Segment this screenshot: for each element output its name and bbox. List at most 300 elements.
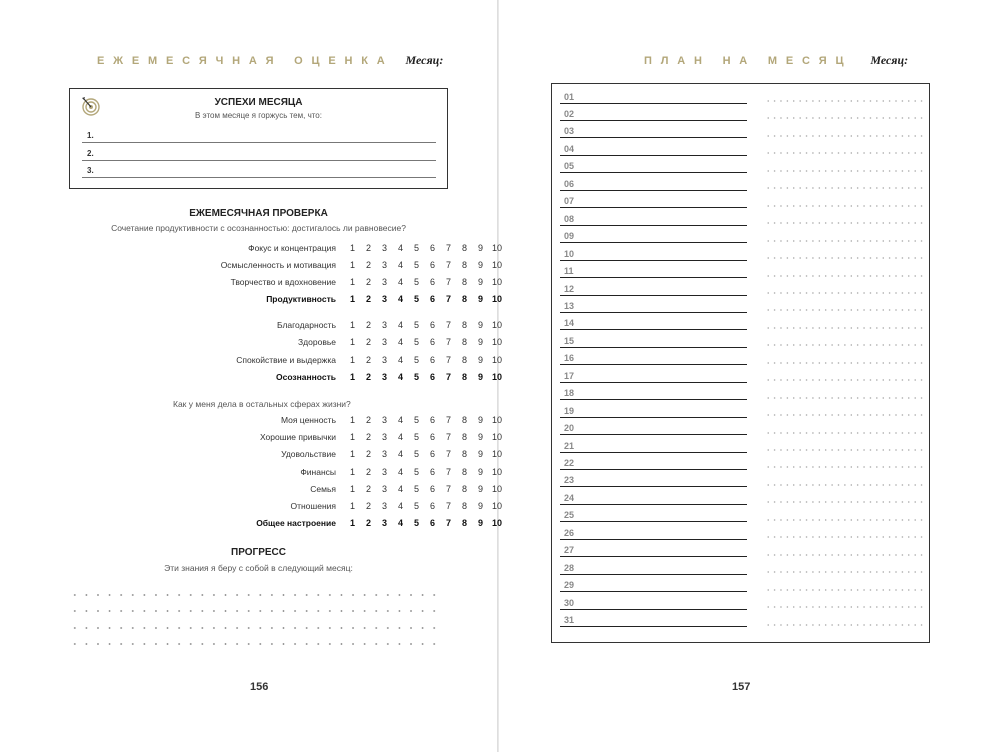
rating-option[interactable]: 1	[350, 294, 356, 304]
plan-notes-line[interactable]	[765, 484, 925, 486]
rating-option[interactable]: 2	[366, 277, 372, 287]
rating-option[interactable]: 4	[398, 260, 404, 270]
plan-notes-line[interactable]	[765, 571, 925, 573]
rating-option[interactable]: 6	[430, 337, 436, 348]
plan-day-row[interactable]	[560, 261, 747, 279]
rating-option[interactable]: 3	[382, 501, 388, 511]
rating-option[interactable]: 4	[398, 320, 404, 330]
rating-option[interactable]: 9	[478, 371, 484, 382]
rating-option[interactable]: 9	[478, 320, 484, 330]
monthly-check-subtitle: Сочетание продуктивности с осознанностью: достигалось ли равновесие?	[111, 223, 406, 233]
rating-option[interactable]: 7	[446, 371, 452, 382]
right-page-header	[644, 53, 908, 68]
plan-day-row[interactable]	[560, 103, 747, 121]
plan-day-row[interactable]	[560, 418, 747, 436]
plan-notes-line[interactable]	[765, 519, 925, 521]
rating-option[interactable]: 7	[446, 294, 452, 304]
rating-option[interactable]: 4	[398, 371, 404, 382]
rating-option[interactable]: 8	[462, 260, 468, 270]
plan-day-row[interactable]	[560, 557, 747, 575]
successes-subtitle: В этом месяце я горжусь тем, что:	[195, 111, 322, 120]
rating-row	[69, 499, 503, 513]
rating-row	[69, 370, 503, 384]
rating-option[interactable]: 5	[414, 518, 420, 529]
plan-day-number: 02	[564, 109, 575, 120]
plan-day-number: 17	[564, 370, 575, 381]
plan-notes-line[interactable]	[765, 309, 925, 311]
rating-option[interactable]: 10	[492, 483, 503, 494]
plan-day-row[interactable]	[560, 138, 747, 156]
rating-row	[69, 258, 503, 272]
plan-day-row[interactable]	[560, 121, 747, 139]
rating-option[interactable]: 3	[382, 243, 388, 253]
plan-day-number: 19	[564, 405, 575, 416]
plan-notes-line[interactable]	[765, 170, 925, 172]
rating-option[interactable]: 7	[446, 466, 452, 477]
rating-label: Осознанность	[276, 371, 336, 382]
rating-option[interactable]: 7	[446, 432, 452, 443]
rating-option[interactable]: 5	[414, 320, 420, 330]
rating-option[interactable]: 5	[414, 432, 420, 443]
plan-day-number: 07	[564, 196, 575, 207]
rating-option[interactable]: 2	[366, 294, 372, 304]
plan-notes-line[interactable]	[765, 432, 925, 434]
rating-option[interactable]: 6	[430, 483, 436, 494]
rating-option[interactable]: 9	[478, 466, 484, 477]
plan-day-number: 15	[564, 335, 575, 346]
rating-option[interactable]: 1	[350, 320, 356, 330]
rating-option[interactable]: 4	[398, 466, 404, 477]
rating-option[interactable]: 3	[382, 466, 388, 477]
plan-day-number: 04	[564, 143, 575, 154]
rating-option[interactable]: 4	[398, 483, 404, 494]
rating-option[interactable]: 9	[478, 354, 484, 365]
plan-day-row[interactable]	[560, 348, 747, 366]
rating-option[interactable]: 8	[462, 466, 468, 477]
plan-notes-line[interactable]	[765, 589, 925, 591]
rating-row	[69, 465, 503, 479]
plan-day-number: 08	[564, 213, 575, 224]
rating-option[interactable]: 5	[414, 243, 420, 253]
plan-day-number: 29	[564, 580, 575, 591]
plan-day-number: 20	[564, 423, 575, 434]
rating-option[interactable]: 1	[350, 260, 356, 270]
rating-option[interactable]: 1	[350, 449, 356, 460]
rating-option[interactable]: 9	[478, 483, 484, 494]
plan-day-row[interactable]	[560, 575, 747, 593]
rating-option[interactable]: 6	[430, 294, 436, 304]
rating-option[interactable]: 5	[414, 415, 420, 425]
progress-line-1[interactable]	[69, 594, 440, 596]
rating-row	[69, 241, 503, 255]
rating-label: Продуктивность	[266, 294, 336, 304]
rating-option[interactable]: 5	[414, 466, 420, 477]
rating-option[interactable]: 8	[462, 354, 468, 365]
plan-day-row[interactable]	[560, 313, 747, 331]
plan-notes-line[interactable]	[765, 344, 925, 346]
rating-option[interactable]: 4	[398, 354, 404, 365]
rating-option[interactable]: 1	[350, 371, 356, 382]
progress-line-2[interactable]	[69, 610, 440, 612]
rating-option[interactable]: 6	[430, 449, 436, 460]
monthly-check-title: ЕЖЕМЕСЯЧНАЯ ПРОВЕРКА	[189, 208, 328, 219]
rating-option[interactable]: 1	[350, 501, 356, 511]
rating-row	[69, 482, 503, 496]
month-plan-title: ПЛАН НА МЕСЯЦ	[644, 55, 853, 67]
rating-option[interactable]: 8	[462, 518, 468, 529]
rating-option[interactable]: 4	[398, 518, 404, 529]
rating-option[interactable]: 10	[492, 466, 503, 477]
rating-option[interactable]: 8	[462, 320, 468, 330]
rating-row	[69, 430, 503, 444]
rating-option[interactable]: 8	[462, 294, 468, 304]
plan-notes-line[interactable]	[765, 606, 925, 608]
plan-day-number: 06	[564, 178, 575, 189]
plan-day-number: 28	[564, 562, 575, 573]
rating-option[interactable]: 9	[478, 294, 484, 304]
rating-option[interactable]: 4	[398, 449, 404, 460]
rating-option[interactable]: 7	[446, 277, 452, 287]
rating-option[interactable]: 5	[414, 260, 420, 270]
rating-option[interactable]: 2	[366, 518, 372, 529]
rating-option[interactable]: 1	[350, 337, 356, 348]
rating-option[interactable]: 5	[414, 277, 420, 287]
plan-day-row[interactable]	[560, 330, 747, 348]
plan-day-number: 11	[564, 266, 574, 277]
rating-option[interactable]: 2	[366, 432, 372, 443]
plan-day-row[interactable]	[560, 191, 747, 209]
rating-option[interactable]: 2	[366, 354, 372, 365]
rating-option[interactable]: 6	[430, 432, 436, 443]
plan-notes-line[interactable]	[765, 152, 925, 154]
rating-option[interactable]: 8	[462, 432, 468, 443]
rating-option[interactable]: 2	[366, 415, 372, 425]
rating-label: Осмысленность и мотивация	[220, 260, 336, 270]
plan-notes-line[interactable]	[765, 536, 925, 538]
plan-notes-line[interactable]	[765, 501, 925, 503]
rating-option[interactable]: 10	[492, 501, 503, 511]
rating-label: Творчество и вдохновение	[230, 277, 336, 287]
rating-option[interactable]: 2	[366, 466, 372, 477]
rating-option[interactable]: 10	[492, 277, 503, 287]
rating-row	[69, 353, 503, 367]
rating-label: Отношения	[290, 501, 336, 511]
success-line-3[interactable]	[82, 161, 436, 178]
rating-option[interactable]: 3	[382, 354, 388, 365]
plan-day-number: 30	[564, 597, 575, 608]
rating-option[interactable]: 9	[478, 415, 484, 425]
rating-option[interactable]: 3	[382, 415, 388, 425]
plan-day-number: 09	[564, 231, 575, 242]
rating-option[interactable]: 9	[478, 449, 484, 460]
plan-notes-line[interactable]	[765, 100, 925, 102]
rating-option[interactable]: 10	[492, 320, 503, 330]
rating-label: Спокойствие и выдержка	[236, 354, 336, 365]
left-page-header	[97, 53, 443, 68]
rating-option[interactable]: 8	[462, 483, 468, 494]
rating-option[interactable]: 5	[414, 294, 420, 304]
rating-option[interactable]: 5	[414, 483, 420, 494]
rating-row	[69, 292, 503, 306]
rating-option[interactable]: 4	[398, 415, 404, 425]
rating-option[interactable]: 3	[382, 320, 388, 330]
progress-line-3[interactable]	[69, 627, 440, 629]
plan-day-number: 27	[564, 545, 575, 556]
plan-day-number: 01	[564, 91, 575, 102]
plan-notes-line[interactable]	[765, 275, 925, 277]
plan-notes-line[interactable]	[765, 257, 925, 259]
rating-option[interactable]: 10	[492, 354, 503, 365]
rating-option[interactable]: 5	[414, 354, 420, 365]
rating-label: Общее настроение	[256, 518, 336, 529]
rating-option[interactable]: 3	[382, 449, 388, 460]
life-areas-question: Как у меня дела в остальных сферах жизни?	[173, 399, 351, 409]
plan-day-row[interactable]	[560, 156, 747, 174]
rating-label: Удовольствие	[281, 449, 336, 460]
right-page-number: 157	[732, 681, 751, 693]
plan-day-row[interactable]	[560, 540, 747, 558]
plan-day-number: 16	[564, 353, 575, 364]
plan-notes-line[interactable]	[765, 624, 925, 626]
rating-option[interactable]: 7	[446, 354, 452, 365]
plan-notes-line[interactable]	[765, 135, 925, 137]
plan-notes-line[interactable]	[765, 117, 925, 119]
rating-label: Здоровье	[298, 337, 336, 348]
rating-option[interactable]: 2	[366, 320, 372, 330]
rating-option[interactable]: 7	[446, 483, 452, 494]
rating-option[interactable]: 1	[350, 415, 356, 425]
plan-notes-line[interactable]	[765, 240, 925, 242]
plan-day-row[interactable]	[560, 208, 747, 226]
plan-notes-line[interactable]	[765, 292, 925, 294]
rating-option[interactable]: 10	[492, 449, 503, 460]
rating-option[interactable]: 2	[366, 483, 372, 494]
plan-notes-line[interactable]	[765, 466, 925, 468]
rating-option[interactable]: 8	[462, 501, 468, 511]
rating-option[interactable]: 8	[462, 449, 468, 460]
rating-option[interactable]: 10	[492, 518, 503, 529]
rating-option[interactable]: 3	[382, 277, 388, 287]
rating-option[interactable]: 5	[414, 449, 420, 460]
plan-day-row[interactable]	[560, 86, 747, 104]
rating-option[interactable]: 1	[350, 518, 356, 529]
rating-option[interactable]: 3	[382, 483, 388, 494]
rating-row	[69, 318, 503, 332]
rating-option[interactable]: 6	[430, 501, 436, 511]
success-line-number: 1.	[87, 131, 94, 140]
rating-label: Моя ценность	[280, 415, 336, 425]
plan-day-row[interactable]	[560, 173, 747, 191]
rating-option[interactable]: 9	[478, 518, 484, 529]
rating-label: Семья	[310, 483, 336, 494]
plan-day-number: 12	[564, 283, 575, 294]
plan-day-row[interactable]	[560, 365, 747, 383]
rating-option[interactable]: 7	[446, 260, 452, 270]
plan-notes-line[interactable]	[765, 379, 925, 381]
plan-day-number: 21	[564, 440, 575, 451]
plan-day-row[interactable]	[560, 487, 747, 505]
plan-day-number: 05	[564, 161, 575, 172]
rating-option[interactable]: 4	[398, 277, 404, 287]
rating-option[interactable]: 6	[430, 277, 436, 287]
plan-notes-line[interactable]	[765, 187, 925, 189]
plan-day-row[interactable]	[560, 295, 747, 313]
rating-option[interactable]: 1	[350, 466, 356, 477]
plan-day-row[interactable]	[560, 592, 747, 610]
rating-option[interactable]: 4	[398, 294, 404, 304]
rating-option[interactable]: 6	[430, 518, 436, 529]
rating-option[interactable]: 1	[350, 483, 356, 494]
plan-day-number: 31	[564, 615, 575, 626]
rating-option[interactable]: 10	[492, 432, 503, 443]
rating-option[interactable]: 9	[478, 432, 484, 443]
progress-line-4[interactable]	[69, 643, 440, 645]
plan-day-row[interactable]	[560, 435, 747, 453]
rating-option[interactable]: 2	[366, 501, 372, 511]
rating-option[interactable]: 2	[366, 449, 372, 460]
rating-option[interactable]: 8	[462, 415, 468, 425]
plan-day-number: 18	[564, 388, 575, 399]
rating-option[interactable]: 3	[382, 260, 388, 270]
rating-option[interactable]: 4	[398, 501, 404, 511]
rating-option[interactable]: 9	[478, 501, 484, 511]
left-page-number: 156	[250, 681, 269, 693]
plan-day-row[interactable]	[560, 226, 747, 244]
rating-option[interactable]: 10	[492, 371, 503, 382]
rating-option[interactable]: 10	[492, 415, 503, 425]
rating-option[interactable]: 8	[462, 337, 468, 348]
rating-row	[69, 335, 503, 349]
plan-day-row[interactable]	[560, 243, 747, 261]
rating-option[interactable]: 3	[382, 294, 388, 304]
rating-option[interactable]: 6	[430, 371, 436, 382]
rating-option[interactable]: 3	[382, 371, 388, 382]
plan-day-row[interactable]	[560, 505, 747, 523]
rating-option[interactable]: 1	[350, 432, 356, 443]
plan-day-number: 22	[564, 458, 575, 469]
rating-option[interactable]: 10	[492, 243, 503, 253]
left-month-label: Месяц:	[405, 53, 444, 67]
plan-notes-line[interactable]	[765, 397, 925, 399]
plan-day-number: 10	[564, 248, 575, 259]
rating-option[interactable]: 7	[446, 449, 452, 460]
rating-option[interactable]: 3	[382, 337, 388, 348]
rating-option[interactable]: 9	[478, 243, 484, 253]
plan-day-row[interactable]	[560, 470, 747, 488]
rating-option[interactable]: 3	[382, 432, 388, 443]
plan-day-number: 24	[564, 492, 575, 503]
rating-option[interactable]: 9	[478, 260, 484, 270]
rating-row	[69, 413, 503, 427]
rating-option[interactable]: 8	[462, 243, 468, 253]
rating-option[interactable]: 8	[462, 371, 468, 382]
plan-notes-line[interactable]	[765, 222, 925, 224]
plan-day-number: 03	[564, 126, 575, 137]
plan-day-number: 14	[564, 318, 575, 329]
plan-day-row[interactable]	[560, 400, 747, 418]
plan-day-number: 26	[564, 527, 575, 538]
rating-option[interactable]: 7	[446, 243, 452, 253]
plan-notes-line[interactable]	[765, 449, 925, 451]
plan-notes-line[interactable]	[765, 205, 925, 207]
rating-row	[69, 516, 503, 530]
plan-day-row[interactable]	[560, 452, 747, 470]
rating-label: Хорошие привычки	[259, 432, 336, 443]
rating-option[interactable]: 6	[430, 320, 436, 330]
plan-day-row[interactable]	[560, 383, 747, 401]
rating-option[interactable]: 10	[492, 260, 503, 270]
rating-option[interactable]: 6	[430, 466, 436, 477]
month-plan-box	[551, 83, 930, 643]
rating-option[interactable]: 2	[366, 371, 372, 382]
success-line-number: 3.	[87, 166, 94, 175]
rating-option[interactable]: 1	[350, 354, 356, 365]
rating-option[interactable]: 2	[366, 337, 372, 348]
progress-subtitle: Эти знания я беру с собой в следующий месяц:	[164, 563, 353, 573]
rating-option[interactable]: 2	[366, 260, 372, 270]
rating-option[interactable]: 5	[414, 501, 420, 511]
rating-option[interactable]: 4	[398, 432, 404, 443]
rating-row	[69, 275, 503, 289]
rating-label: Финансы	[300, 466, 336, 477]
month-successes-box	[69, 88, 448, 189]
rating-option[interactable]: 7	[446, 337, 452, 348]
success-line-number: 2.	[87, 149, 94, 158]
rating-option[interactable]: 4	[398, 243, 404, 253]
plan-day-row[interactable]	[560, 278, 747, 296]
success-line-1[interactable]	[82, 126, 436, 143]
rating-option[interactable]: 7	[446, 501, 452, 511]
rating-option[interactable]: 5	[414, 337, 420, 348]
progress-title: ПРОГРЕСС	[231, 547, 286, 558]
rating-label: Фокус и концентрация	[248, 243, 336, 253]
rating-option[interactable]: 6	[430, 354, 436, 365]
right-month-label: Месяц:	[870, 53, 909, 67]
plan-day-row[interactable]	[560, 610, 747, 628]
rating-option[interactable]: 7	[446, 518, 452, 529]
rating-option[interactable]: 9	[478, 337, 484, 348]
plan-notes-line[interactable]	[765, 362, 925, 364]
plan-day-number: 13	[564, 300, 575, 311]
rating-option[interactable]: 5	[414, 371, 420, 382]
successes-title: УСПЕХИ МЕСЯЦА	[214, 97, 303, 108]
rating-label: Благодарность	[276, 320, 336, 330]
rating-option[interactable]: 1	[350, 277, 356, 287]
rating-option[interactable]: 9	[478, 277, 484, 287]
plan-day-number: 25	[564, 510, 575, 521]
rating-option[interactable]: 7	[446, 415, 452, 425]
rating-option[interactable]: 6	[430, 243, 436, 253]
rating-option[interactable]: 7	[446, 320, 452, 330]
rating-option[interactable]: 6	[430, 260, 436, 270]
success-line-2[interactable]	[82, 144, 436, 161]
monthly-review-title: ЕЖЕМЕСЯЧНАЯ ОЦЕНКА	[97, 55, 394, 67]
rating-option[interactable]: 2	[366, 243, 372, 253]
rating-row	[69, 447, 503, 461]
plan-notes-line[interactable]	[765, 554, 925, 556]
plan-notes-line[interactable]	[765, 414, 925, 416]
rating-option[interactable]: 10	[492, 294, 503, 304]
rating-option[interactable]: 4	[398, 337, 404, 348]
rating-option[interactable]: 3	[382, 518, 388, 529]
plan-day-number: 23	[564, 475, 575, 486]
rating-option[interactable]: 8	[462, 277, 468, 287]
plan-notes-line[interactable]	[765, 327, 925, 329]
rating-option[interactable]: 1	[350, 243, 356, 253]
plan-day-row[interactable]	[560, 522, 747, 540]
rating-option[interactable]: 6	[430, 415, 436, 425]
rating-option[interactable]: 10	[492, 337, 503, 348]
